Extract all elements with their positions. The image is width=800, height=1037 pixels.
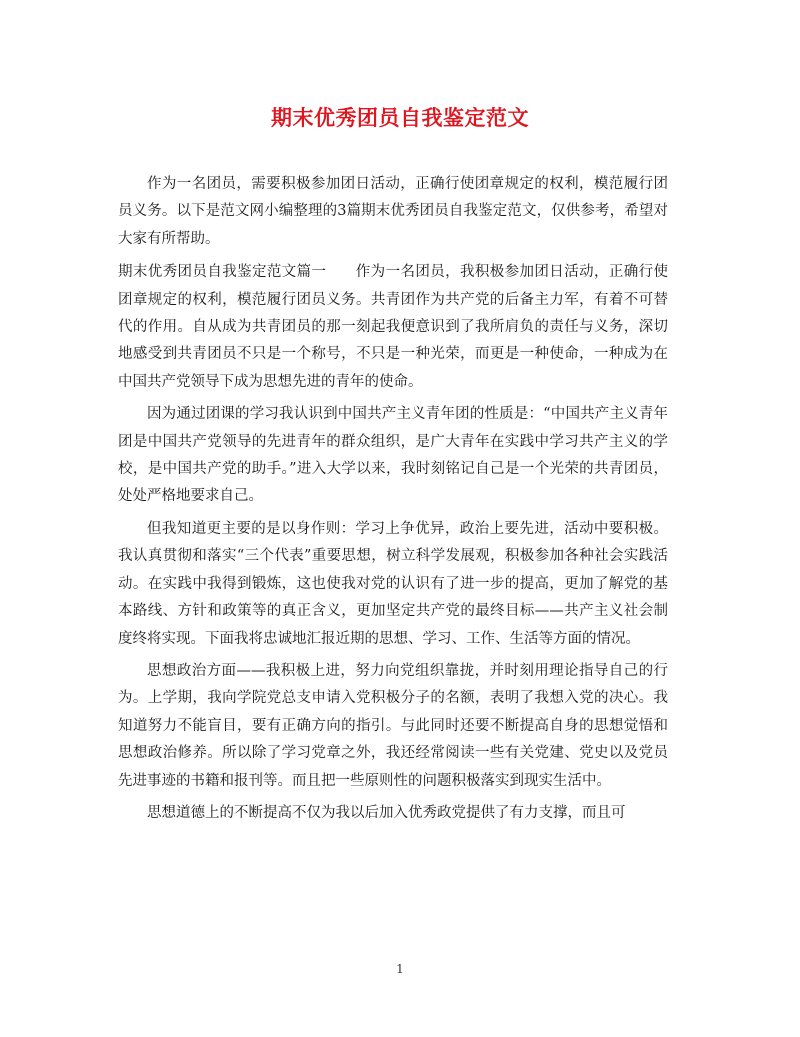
section-heading: 期末优秀团员自我鉴定范文篇一 bbox=[118, 264, 327, 281]
document-title: 期末优秀团员自我鉴定范文 bbox=[271, 105, 529, 130]
body-paragraph-2: 因为通过团课的学习我认识到中国共产主义青年团的性质是：“中国共产主义青年团是中国共产党领导的先进青年的群众组织，是广大青年在实践中学习共产主义的学校，是中国共产党的助手。”进入大学以来，我时刻铭记自己是一个光荣的共青团员，处处严格地要求自己。 bbox=[118, 406, 668, 505]
body-paragraph-4: 思想政治方面——我积极上进，努力向党组织靠拢，并时刻用理论指导自己的行为。上学期，我向学院党总支申请入党积极分子的名额，表明了我想入党的决心。我知道努力不能盲目，要有正确方向的指引。与此同时还要不断提高自身的思想觉悟和思想政治修养。所以除了学习党章之外，我还经常阅读一些有关党建、党史以及党员先进事迹的书籍和报刊等。而且把一些原则性的问题积极落实到现实生活中。 bbox=[118, 662, 668, 789]
document-body bbox=[118, 171, 668, 827]
page-number: 1 bbox=[396, 962, 404, 976]
intro-paragraph: 作为一名团员，需要积极参加团日活动，正确行使团章规定的权利，模范履行团员义务。以下是范文网小编整理的3篇期末优秀团员自我鉴定范文，仅供参考，希望对大家有所帮助。 bbox=[118, 176, 668, 247]
body-paragraph-3: 但我知道更主要的是以身作则：学习上争优异，政治上要先进，活动中要积极。我认真贯彻和落实“三个代表”重要思想，树立科学发展观，积极参加各种社会实践活动。在实践中我得到锻炼，这也使我对党的认识有了进一步的提高，更加了解党的基本路线、方针和政策等的真正含义，更加坚定共产党的最终目标——共产主义社会制度终将实现。下面我将忠诚地汇报近期的思想、学习、工作、生活等方面的情况。 bbox=[118, 520, 668, 647]
section-first-text: 作为一名团员，我积极参加团日活动，正确行使团章规定的权利，模范履行团员义务。共青团作为共产党的后备主力军，有着不可替代的作用。自从成为共青团员的那一刻起我便意识到了我所肩负的责任与义务，深切地感受到共青团员不只是一个称号，不只是一种光荣，而更是一种使命，一种成为在中国共产党领导下成为思想先进的青年的使命。 bbox=[118, 264, 669, 390]
body-paragraph-5: 思想道德上的不断提高不仅为我以后加入优秀政党提供了有力支撑，而且可 bbox=[147, 804, 626, 821]
section-paragraph-1 bbox=[118, 259, 668, 396]
